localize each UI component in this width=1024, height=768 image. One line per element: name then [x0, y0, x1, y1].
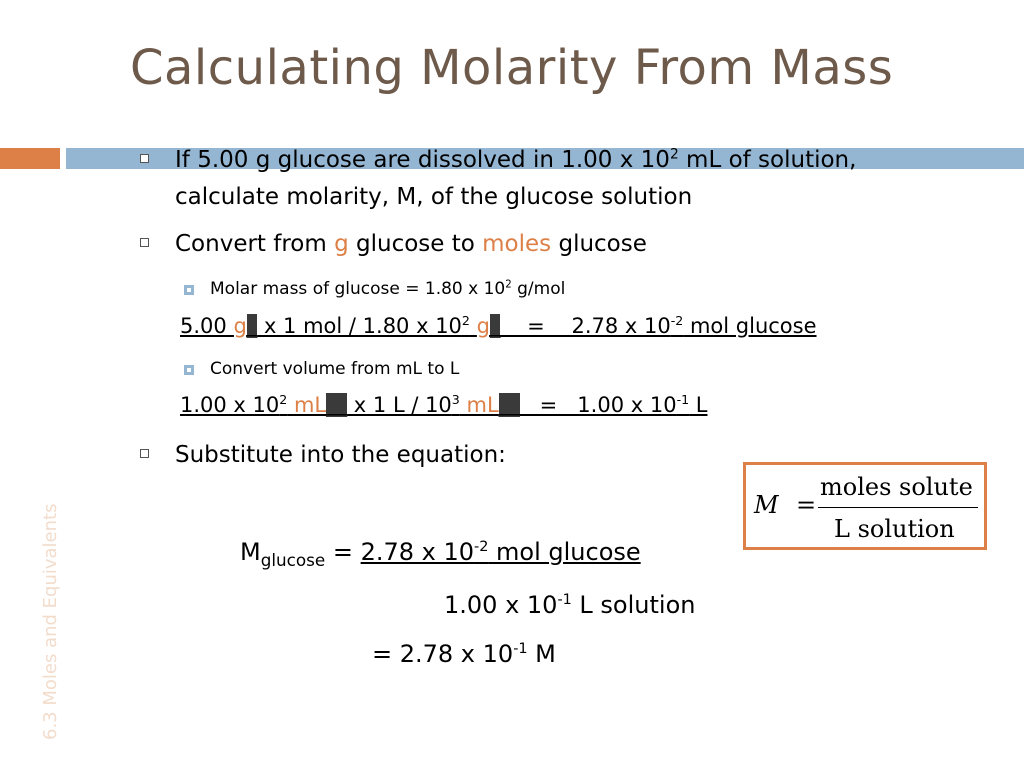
square-bullet-icon	[184, 365, 194, 375]
equation-numerator: 2.78 x $10^{-2}$ mol glucose	[360, 538, 641, 566]
formula-denominator: L solution	[834, 515, 955, 543]
formula-m: M	[754, 491, 779, 519]
formula-fraction-bar	[818, 507, 978, 508]
formula-equals: =	[796, 491, 817, 519]
equation-result: = 2.78 x $10^{-1}$ M	[372, 640, 556, 668]
bullet-problem-line1: If 5.00 g glucose are dissolved in 1.00 x $10^2$ mL of solution,	[175, 146, 857, 173]
calc-ml-to-l: 1.00 x $10^2$ mL__ x 1 L / $10^3$ mL__ = 1.00 x $10^{-1}$ L	[180, 392, 708, 417]
slide-title: Calculating Molarity From Mass	[130, 40, 894, 96]
formula-numerator: moles solute	[820, 473, 973, 501]
bullet-substitute-text: Substitute into the equation:	[175, 442, 506, 468]
subbullet-molar-mass-text: Molar mass of glucose = 1.80 x $10^2$ g/mol	[210, 279, 566, 299]
bullet-problem-line2: calculate molarity, M, of the glucose solution	[175, 184, 693, 210]
equation-line1: $M_{glucose} = 2.78$ x $10^{-2}$ mol glucose	[240, 538, 641, 570]
calc-grams-to-moles: 5.00 g_ x 1 mol / 1.80 x $10^2$ g_ = 2.78 x $10^{-2}$ mol glucose	[180, 313, 817, 338]
square-bullet-icon	[140, 154, 149, 163]
bullet-convert-text: Convert from g glucose to moles glucose	[175, 231, 647, 257]
header-accent-bar-orange	[0, 148, 60, 169]
square-bullet-icon	[140, 238, 149, 247]
square-bullet-icon	[184, 285, 194, 295]
equation-denominator: 1.00 x $10^{-1}$ L solution	[444, 591, 696, 619]
square-bullet-icon	[140, 449, 149, 458]
subbullet-convert-volume-text: Convert volume from mL to L	[210, 359, 460, 379]
side-section-label: 6.3 Moles and Equivalents	[40, 503, 61, 740]
molarity-formula-box	[743, 462, 987, 550]
